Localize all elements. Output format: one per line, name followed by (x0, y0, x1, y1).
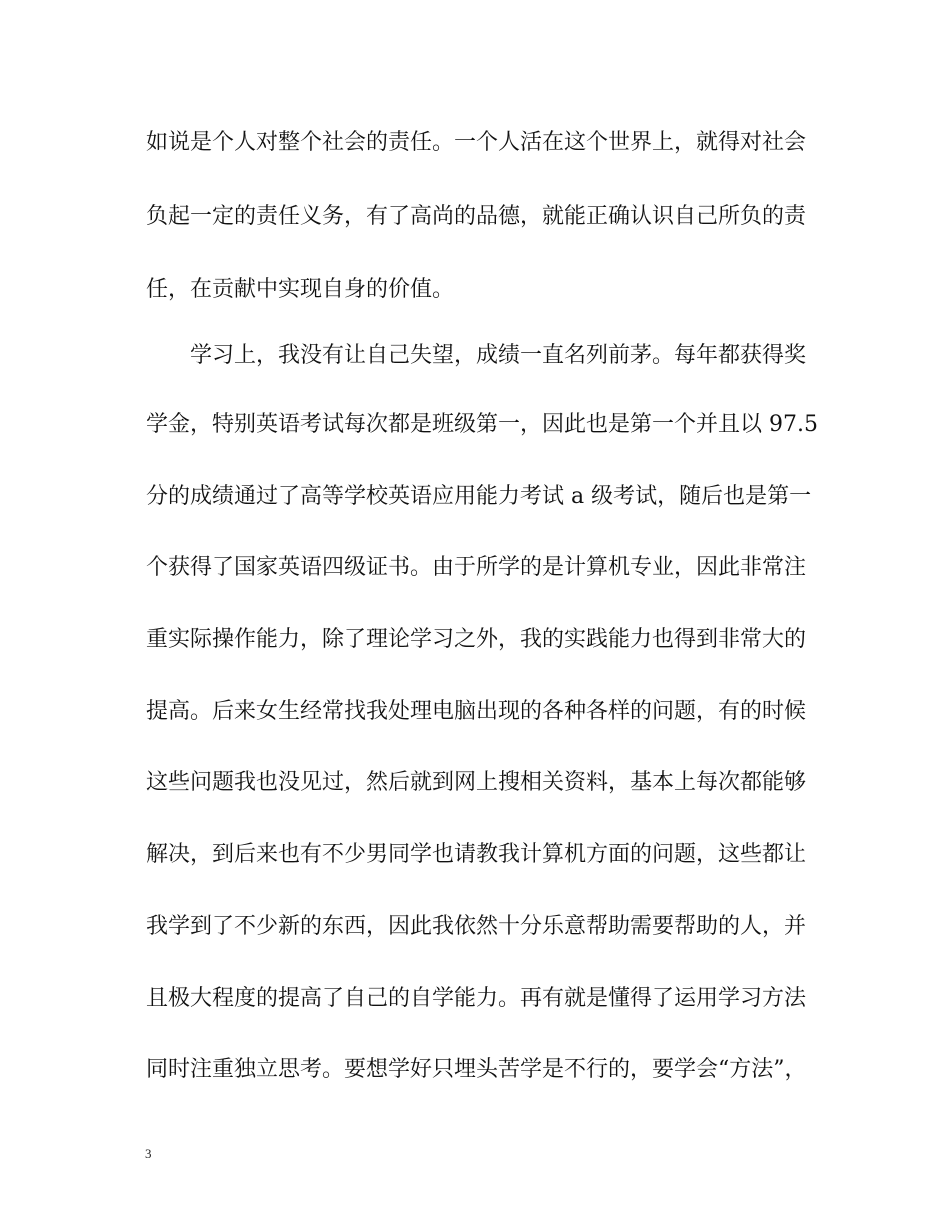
text-line: 这些问题我也没见过，然后就到网上搜相关资料，基本上每次都能够 (146, 770, 807, 795)
page-number: 3 (145, 1146, 152, 1161)
text-line: 学金，特别英语考试每次都是班级第一，因此也是第一个并且以 97.5 (146, 412, 818, 437)
text-line: 我学到了不少新的东西，因此我依然十分乐意帮助需要帮助的人，并 (146, 914, 807, 939)
text-line: 分的成绩通过了高等学校英语应用能力考试 a 级考试，随后也是第一 (146, 484, 812, 509)
text-line: 负起一定的责任义务，有了高尚的品德，就能正确认识自己所负的责 (146, 204, 807, 229)
text-line: 个获得了国家英语四级证书。由于所学的是计算机专业，因此非常注 (146, 555, 807, 580)
text-line: 如说是个人对整个社会的责任。一个人活在这个世界上，就得对社会 (146, 130, 807, 155)
text-line: 且极大程度的提高了自己的自学能力。再有就是懂得了运用学习方法 (146, 986, 807, 1011)
text-line: 提高。后来女生经常找我处理电脑出现的各种各样的问题，有的时候 (146, 699, 807, 724)
text-line: 解决，到后来也有不少男同学也请教我计算机方面的问题，这些都让 (146, 842, 807, 867)
text-line: 学习上，我没有让自己失望，成绩一直名列前茅。每年都获得奖 (146, 343, 807, 368)
text-line: 同时注重独立思考。要想学好只埋头苦学是不行的，要学会“方法”， (146, 1057, 807, 1082)
text-line: 任，在贡献中实现自身的价值。 (146, 277, 455, 302)
text-line: 重实际操作能力，除了理论学习之外，我的实践能力也得到非常大的 (146, 627, 807, 652)
